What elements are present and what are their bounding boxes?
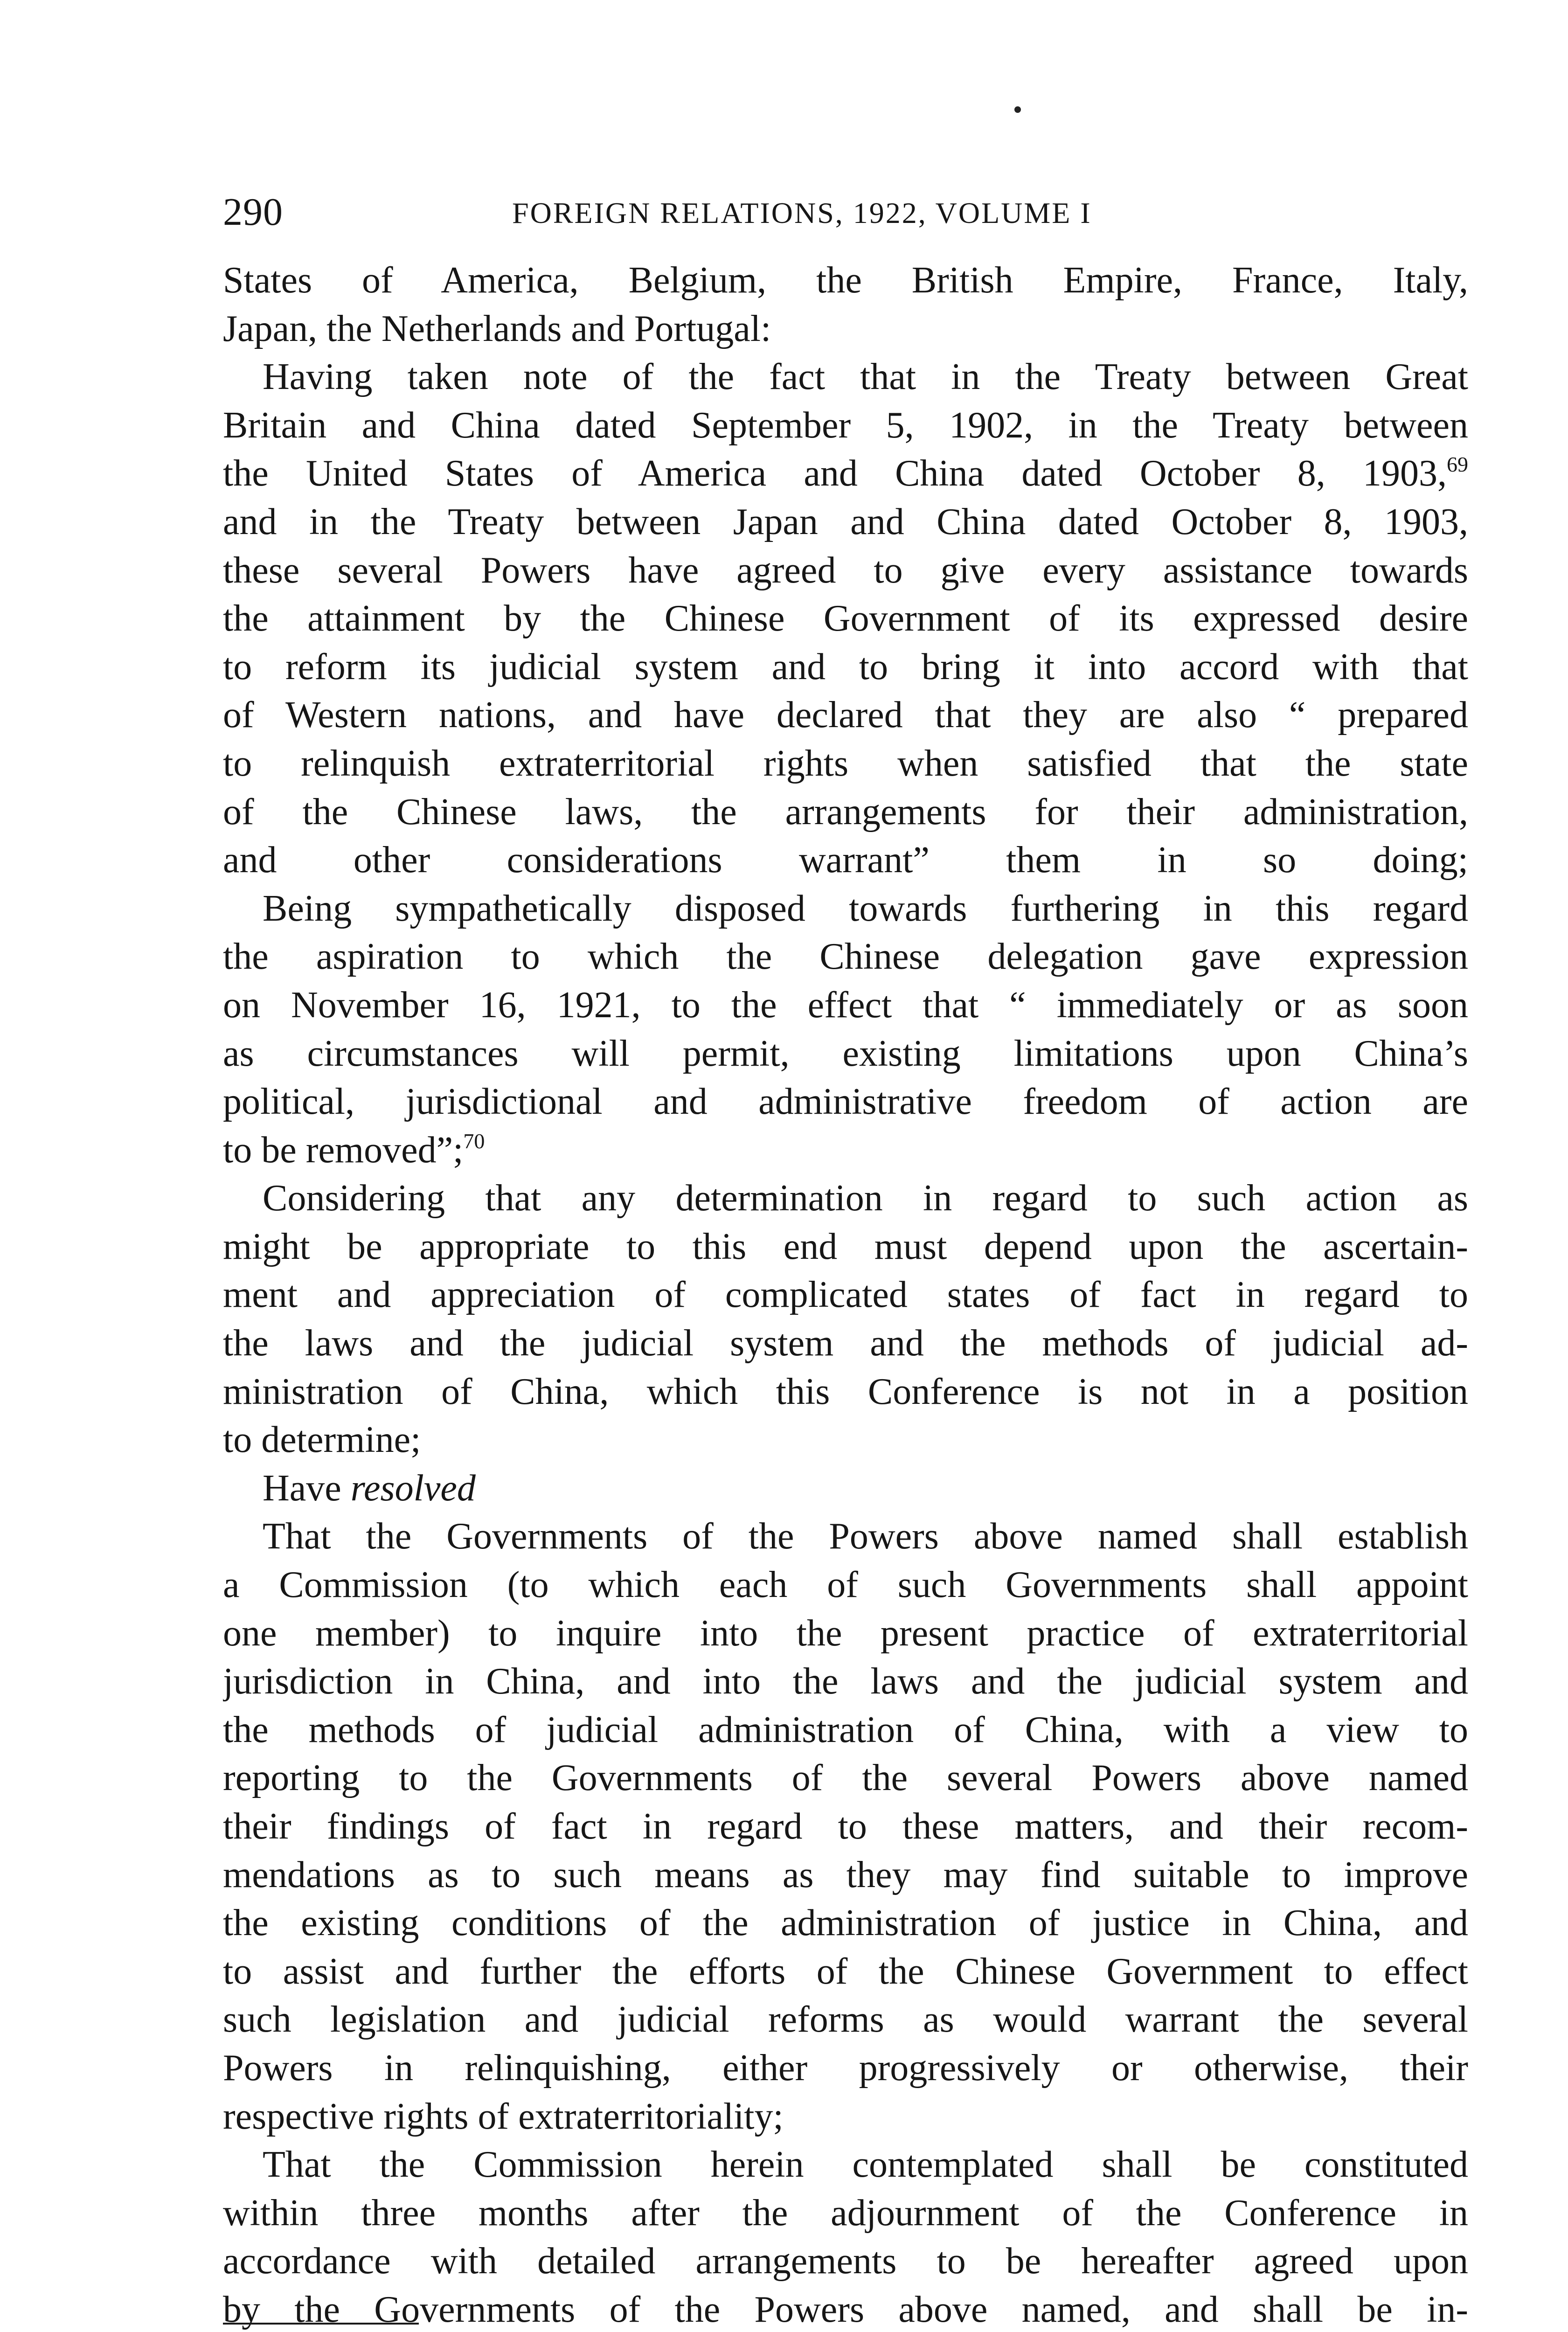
text-line: within three months after the adjournment of the Conference in [223,2192,1468,2234]
text-line: accordance with detailed arrangements to be hereafter agreed upon [223,2241,1468,2282]
emphasis-text: resolved [350,1467,476,1509]
footnote-ref-69[interactable]: 69 [1447,452,1468,477]
text-line: jurisdiction in China, and into the laws and the judicial system and [223,1661,1468,1702]
text-line: a Commission (to which each of such Governments shall appoint [223,1564,1468,1606]
text-line: ministration of China, which this Conference is not in a position [223,1371,1468,1412]
page-header [223,184,1468,240]
text-line: Having taken note of the fact that in the Treaty between Great [263,356,1468,398]
text-line: Britain and China dated September 5, 1902, in the Treaty between [223,404,1468,446]
text-line: the attainment by the Chinese Government of its expressed desire [223,598,1468,639]
text-line: to relinquish extraterritorial rights when satisfied that the state [223,743,1468,784]
text-line [223,1464,1468,1513]
text-line: one member) to inquire into the present practice of extraterritorial [223,1612,1468,1654]
text-line: of the Chinese laws, the arrangements for their administration, [223,791,1468,833]
text-line: of Western nations, and have declared that they are also “ prepared [223,694,1468,736]
text-line: respective rights of extraterritoriality; [223,2096,784,2137]
text-line [223,450,1468,498]
text-line: That the Governments of the Powers above named shall establish [263,1516,1468,1557]
text-line: States of America, Belgium, the British Empire, France, Italy, [223,260,1468,301]
text-line: Powers in relinquishing, either progressively or otherwise, their [223,2047,1468,2089]
text-line: ment and appreciation of complicated states of fact in regard to [223,1274,1468,1316]
text-line: the methods of judicial administration of China, with a view to [223,1709,1468,1750]
footnote-ref-70[interactable]: 70 [463,1129,485,1153]
text-line-content: Have [263,1467,351,1509]
text-line: on November 16, 1921, to the effect that “ immediately or as soon [223,984,1468,1026]
text-line: to reform its judicial system and to bring it into accord with that [223,646,1468,687]
text-line: Japan, the Netherlands and Portugal: [223,308,771,349]
page-number: 290 [223,190,283,234]
text-line [223,1126,1468,1175]
text-line: the laws and the judicial system and the methods of judicial ad- [223,1323,1468,1364]
text-line: by the Governments of the Powers above named, and shall be in- [223,2289,1468,2330]
text-line: the existing conditions of the administration of justice in China, and [223,1902,1468,1944]
text-line: mendations as to such means as they may find suitable to improve [223,1854,1468,1895]
text-line: and other considerations warrant” them in so doing; [223,840,1468,881]
text-line: might be appropriate to this end must depend upon the ascertain- [223,1226,1468,1267]
text-line-content: to be removed”; [223,1129,464,1171]
text-line: to determine; [223,1419,421,1461]
text-line: such legislation and judicial reforms as would warrant the several [223,1999,1468,2040]
text-line: these several Powers have agreed to give every assistance towards [223,549,1468,591]
text-line: Being sympathetically disposed towards furthering in this regard [263,888,1468,929]
text-line: and in the Treaty between Japan and China dated October 8, 1903, [223,501,1468,542]
body-text [223,257,1468,2332]
text-line: their findings of fact in regard to these matters, and their recom- [223,1806,1468,1847]
text-line: reporting to the Governments of the several Powers above named [223,1757,1468,1799]
text-line-content: the United States of America and China dated October 8, 1903, [223,453,1447,494]
text-line: to assist and further the efforts of the Chinese Government to effect [223,1950,1468,1992]
text-line: as circumstances will permit, existing limitations upon China’s [223,1033,1468,1074]
text-line: political, jurisdictional and administrative freedom of action are [223,1081,1468,1123]
running-head: FOREIGN RELATIONS, 1922, VOLUME I [512,196,1092,229]
footnote-divider [223,2323,419,2325]
text-line: Considering that any determination in regard to such action as [263,1178,1468,1219]
ink-speck [1014,106,1021,113]
text-line: the aspiration to which the Chinese delegation gave expression [223,936,1468,978]
text-line: That the Commission herein contemplated shall be constituted [263,2144,1468,2186]
